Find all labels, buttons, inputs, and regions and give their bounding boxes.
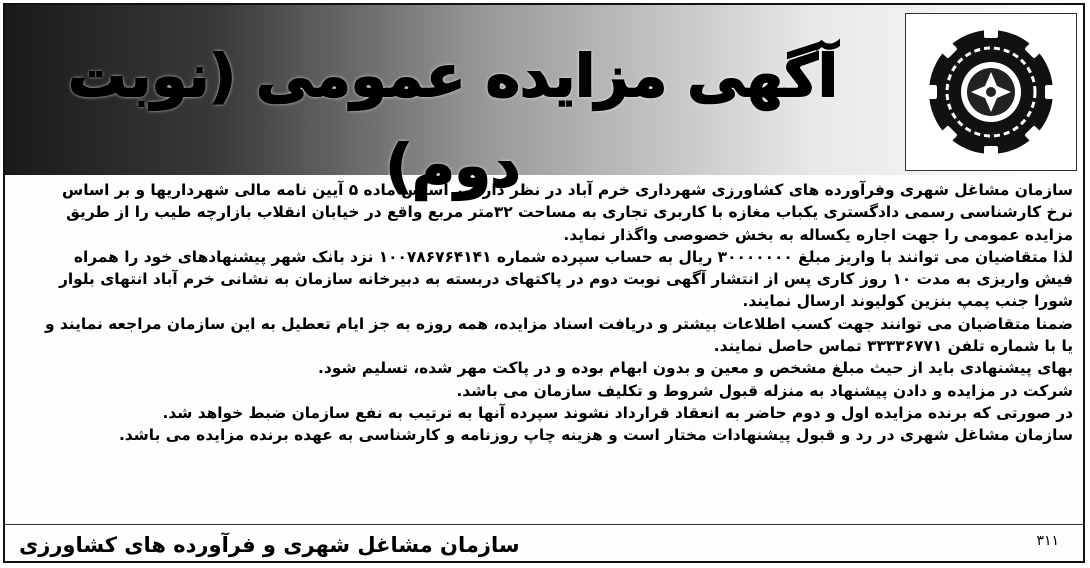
footer-code: ۳۱۱ xyxy=(1036,533,1059,549)
advertisement-frame xyxy=(3,3,1085,563)
footer-organization: سازمان مشاغل شهری و فرآورده های کشاورزی xyxy=(19,533,520,557)
paragraph: در صورتی که برنده مزایده اول و دوم حاضر به انعقاد قرارداد نشوند سپرده آنها به ترتیب به نفع سازمان ضبط خواهد شد. xyxy=(162,403,1073,422)
page-title: آگهی مزایده عمومی (نوبت دوم) xyxy=(68,42,838,200)
paragraph: لذا متقاضیان می توانند با واریز مبلغ ۳۰۰۰۰۰۰۰ ریال به حساب سپرده شماره ۱۰۰۷۸۶۷۶۴۱۴۱ نزد بانک شهر پیشنهادهای خود را همراه فیش واریزی به مدت ۱۰ روز کاری پس از انتشار آگهی نوبت دوم در پاکتهای دربسته به دبیرخانه سازمان به نشانی خرم آباد انتهای بلوار شورا جنب پمپ بنزین کولیوند ارسال نمایند. xyxy=(58,247,1073,311)
logo xyxy=(905,13,1077,171)
footer-divider xyxy=(5,524,1083,525)
paragraph: شرکت در مزایده و دادن پیشنهاد به منزله قبول شروط و تکلیف سازمان می باشد. xyxy=(456,381,1073,400)
organization-emblem-icon xyxy=(906,14,1076,170)
announcement-body xyxy=(33,179,1073,447)
paragraph: سازمان مشاغل شهری در رد و قبول پیشنهادات مختار است و هزینه چاپ روزنامه و کارشناسی به عهده برنده مزایده می باشد. xyxy=(118,426,1073,445)
paragraph: بهای پیشنهادی باید از حیث مبلغ مشخص و معین و بدون ابهام بوده و در پاکت مهر شده، تسلیم شود. xyxy=(318,359,1073,378)
paragraph: سازمان مشاغل شهری وفرآورده های کشاورزی شهرداری خرم آباد در نظر دارد بر اساس ماده ۵ آیین نامه مالی شهرداریها و بر اساس نرخ کارشناسی رسمی دادگستری یکباب مغازه با کاربری تجاری به مساحت ۳۲متر مربع واقع در خیابان انقلاب بازارچه طیب را از طریق مزایده عمومی را جهت اجاره یکساله به بخش خصوصی واگذار نماید. xyxy=(62,181,1073,244)
paragraph: ضمنا متقاضیان می توانند جهت کسب اطلاعات بیشتر و دریافت اسناد مزایده، همه روزه به جز ایام تعطیل به این سازمان مراجعه نمایند و یا با شماره تلفن ۳۳۳۳۶۷۷۱ تماس حاصل نمایند. xyxy=(44,314,1073,356)
header-banner xyxy=(5,5,1083,200)
